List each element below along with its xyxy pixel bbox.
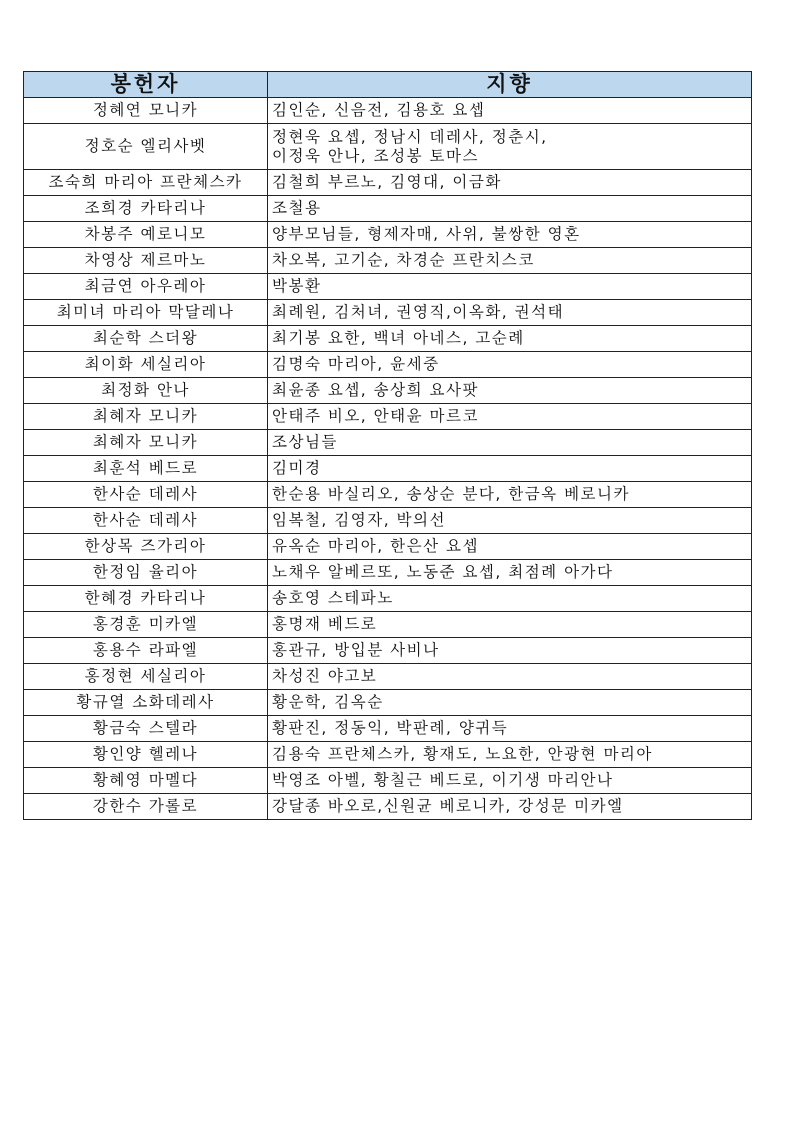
intention-line: 박봉환 <box>272 277 322 295</box>
intention-line: 최윤종 요셉, 송상희 요사팟 <box>272 381 479 399</box>
intention-cell <box>268 586 752 612</box>
intention-cell <box>268 638 752 664</box>
intention-cell <box>268 456 752 482</box>
intention-cell <box>268 170 752 196</box>
intention-cell <box>268 378 752 404</box>
intention-cell <box>268 274 752 300</box>
intention-cell <box>268 742 752 768</box>
header-intention: 지향 <box>268 72 752 98</box>
intention-line: 강달종 바오로,신원균 베로니카, 강성문 미카엘 <box>272 797 624 815</box>
intention-cell <box>268 560 752 586</box>
donor-cell: 최순학 스더왕 <box>24 326 268 352</box>
intention-line: 차성진 야고보 <box>272 667 378 685</box>
donor-cell: 조숙희 마리아 프란체스카 <box>24 170 268 196</box>
intention-line: 최례원, 김처녀, 권영직,이옥화, 권석태 <box>272 303 565 321</box>
intention-line: 안태주 비오, 안태윤 마르코 <box>272 407 479 425</box>
intention-line: 박영조 아벨, 황칠근 베드로, 이기생 마리안나 <box>272 771 614 789</box>
intention-table-container <box>23 71 751 820</box>
table-row <box>24 482 752 508</box>
table-row <box>24 222 752 248</box>
donor-cell: 황금숙 스텔라 <box>24 716 268 742</box>
table-body <box>24 98 752 820</box>
table-row <box>24 248 752 274</box>
donor-cell: 홍정현 세실리아 <box>24 664 268 690</box>
donor-cell: 차영상 제르마노 <box>24 248 268 274</box>
intention-cell <box>268 300 752 326</box>
table-row <box>24 456 752 482</box>
intention-line: 홍관규, 방입분 사비나 <box>272 641 440 659</box>
intention-line: 김명숙 마리아, 윤세중 <box>272 355 440 373</box>
intention-line: 김철희 부르노, 김영대, 이금화 <box>272 173 502 191</box>
intention-cell <box>268 98 752 124</box>
intention-line: 유옥순 마리아, 한은산 요셉 <box>272 537 479 555</box>
donor-cell: 황규열 소화데레사 <box>24 690 268 716</box>
intention-line: 정현욱 요셉, 정남시 데레사, 정춘시, <box>272 127 548 146</box>
intention-cell <box>268 482 752 508</box>
table-row <box>24 612 752 638</box>
donor-cell: 황혜영 마멜다 <box>24 768 268 794</box>
intention-cell <box>268 534 752 560</box>
donor-cell: 최이화 세실리아 <box>24 352 268 378</box>
intention-line: 차오복, 고기순, 차경순 프란치스코 <box>272 251 535 269</box>
intention-line: 황운학, 김옥순 <box>272 693 384 711</box>
intention-cell <box>268 248 752 274</box>
donor-cell: 한사순 데레사 <box>24 508 268 534</box>
intention-line: 김인순, 신음전, 김용호 요셉 <box>272 101 486 119</box>
intention-line: 이정욱 안나, 조성봉 토마스 <box>272 146 479 165</box>
donor-cell: 홍경훈 미카엘 <box>24 612 268 638</box>
donor-cell: 한정임 율리아 <box>24 560 268 586</box>
table-row <box>24 326 752 352</box>
intention-cell <box>268 196 752 222</box>
intention-cell <box>268 352 752 378</box>
table-row <box>24 664 752 690</box>
intention-cell <box>268 716 752 742</box>
donor-cell: 최혜자 모니카 <box>24 430 268 456</box>
intention-line: 한순용 바실리오, 송상순 분다, 한금옥 베로니카 <box>272 485 630 503</box>
table-row <box>24 586 752 612</box>
intention-line: 양부모님들, 형제자매, 사위, 불쌍한 영혼 <box>272 225 581 243</box>
intention-cell <box>268 326 752 352</box>
intention-line: 홍명재 베드로 <box>272 615 378 633</box>
intention-line: 김미경 <box>272 459 322 477</box>
intention-cell <box>268 430 752 456</box>
intention-cell <box>268 404 752 430</box>
intention-line: 황판진, 정동익, 박판례, 양귀득 <box>272 719 509 737</box>
table-row <box>24 196 752 222</box>
table-row <box>24 690 752 716</box>
intention-cell <box>268 664 752 690</box>
header-donor: 봉헌자 <box>24 72 268 98</box>
table-row <box>24 716 752 742</box>
donor-cell: 최금연 아우레아 <box>24 274 268 300</box>
table-header-row <box>24 72 752 98</box>
table-row <box>24 560 752 586</box>
intention-cell <box>268 124 752 170</box>
table-row <box>24 794 752 820</box>
intention-cell <box>268 690 752 716</box>
table-row <box>24 430 752 456</box>
donor-cell: 최미녀 마리아 막달레나 <box>24 300 268 326</box>
mass-intention-table <box>23 71 752 820</box>
intention-line: 노채우 알베르또, 노동준 요셉, 최점례 아가다 <box>272 563 614 581</box>
table-row <box>24 638 752 664</box>
table-row <box>24 508 752 534</box>
donor-cell: 강한수 가롤로 <box>24 794 268 820</box>
table-row <box>24 378 752 404</box>
donor-cell: 한사순 데레사 <box>24 482 268 508</box>
table-row <box>24 170 752 196</box>
donor-cell: 최정화 안나 <box>24 378 268 404</box>
donor-cell: 정호순 엘리사벳 <box>24 124 268 170</box>
table-row <box>24 404 752 430</box>
intention-line: 최기봉 요한, 백녀 아네스, 고순례 <box>272 329 525 347</box>
donor-cell: 조희경 카타리나 <box>24 196 268 222</box>
intention-cell <box>268 508 752 534</box>
intention-line: 임복철, 김영자, 박의선 <box>272 511 446 529</box>
intention-line: 조철용 <box>272 199 322 217</box>
table-row <box>24 768 752 794</box>
intention-line: 송호영 스테파노 <box>272 589 394 607</box>
donor-cell: 최혜자 모니카 <box>24 404 268 430</box>
intention-line: 김용숙 프란체스카, 황재도, 노요한, 안광현 마리아 <box>272 745 653 763</box>
intention-line: 조상님들 <box>272 433 338 451</box>
table-row <box>24 274 752 300</box>
donor-cell: 홍용수 라파엘 <box>24 638 268 664</box>
table-row <box>24 742 752 768</box>
intention-cell <box>268 768 752 794</box>
intention-cell <box>268 222 752 248</box>
donor-cell: 최훈석 베드로 <box>24 456 268 482</box>
table-row <box>24 534 752 560</box>
donor-cell: 차봉주 예로니모 <box>24 222 268 248</box>
intention-cell <box>268 612 752 638</box>
table-row <box>24 300 752 326</box>
table-row <box>24 98 752 124</box>
donor-cell: 정혜연 모니카 <box>24 98 268 124</box>
donor-cell: 한상목 즈가리아 <box>24 534 268 560</box>
intention-cell <box>268 794 752 820</box>
donor-cell: 황인양 헬레나 <box>24 742 268 768</box>
donor-cell: 한혜경 카타리나 <box>24 586 268 612</box>
table-row <box>24 352 752 378</box>
table-row <box>24 124 752 170</box>
